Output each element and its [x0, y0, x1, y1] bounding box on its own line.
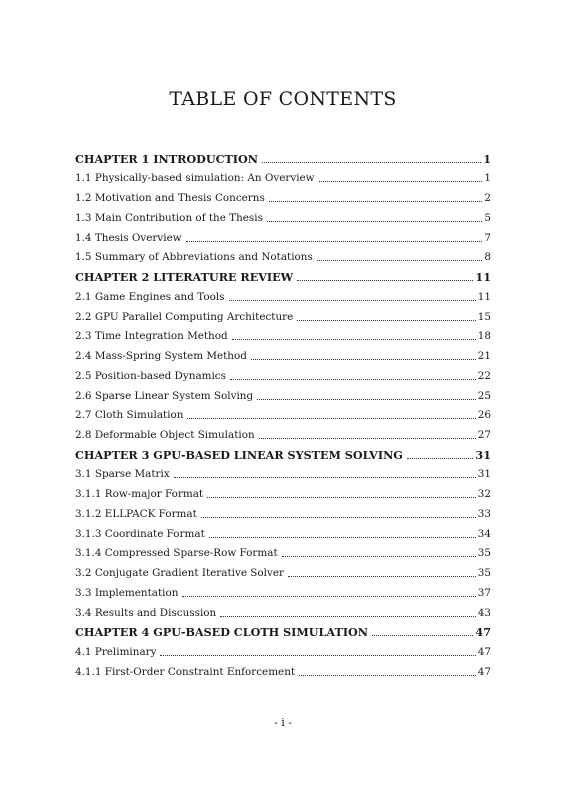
- toc-entry-label: 3.1.4 Compressed Sparse-Row Format: [75, 547, 278, 560]
- toc-entry-label: 3.1.3 Coordinate Format: [75, 527, 205, 540]
- page-title: TABLE OF CONTENTS: [169, 88, 397, 110]
- toc-entry-label: 4.1 Preliminary: [75, 646, 157, 659]
- toc-entry-label: 1.1 Physically-based simulation: An Overview: [75, 172, 315, 185]
- toc-entry-label: 3.1.2 ELLPACK Format: [75, 507, 197, 520]
- toc-entry-label: CHAPTER 2 LITERATURE REVIEW: [75, 270, 294, 285]
- toc-entry-label: 3.2 Conjugate Gradient Iterative Solver: [75, 567, 284, 580]
- toc-entry-page: 32: [477, 488, 491, 501]
- toc-entry-label: 4.1.1 First-Order Constraint Enforcement: [75, 665, 296, 678]
- toc-entry: [75, 422, 491, 442]
- toc-entry-page: 31: [475, 447, 491, 462]
- table-of-contents: [75, 146, 491, 679]
- dot-leader: [187, 417, 475, 419]
- toc-entry-page: 21: [477, 350, 491, 363]
- dot-leader: [257, 398, 476, 400]
- toc-chapter-entry: [75, 264, 491, 284]
- toc-entry-page: 33: [477, 507, 491, 520]
- toc-entry: [75, 560, 491, 580]
- dot-leader: [229, 299, 476, 301]
- toc-entry-label: 2.6 Sparse Linear System Solving: [75, 389, 254, 402]
- toc-entry-page: 7: [484, 231, 491, 244]
- dot-leader: [288, 575, 476, 577]
- toc-entry-page: 2: [484, 192, 491, 205]
- dot-leader: [174, 476, 476, 478]
- toc-entry-page: 5: [484, 211, 491, 224]
- toc-entry-page: 15: [477, 310, 491, 323]
- toc-entry: [75, 185, 491, 205]
- toc-entry-label: 1.2 Motivation and Thesis Concerns: [75, 192, 265, 205]
- toc-entry: [75, 600, 491, 620]
- toc-entry: [75, 205, 491, 225]
- toc-entry-label: 1.4 Thesis Overview: [75, 231, 182, 244]
- toc-entry-page: 37: [477, 586, 491, 599]
- toc-entry-page: 34: [477, 527, 491, 540]
- dot-leader: [182, 595, 475, 597]
- toc-entry-label: 2.5 Position-based Dynamics: [75, 369, 226, 382]
- toc-chapter-entry: [75, 146, 491, 166]
- dot-leader: [201, 516, 476, 518]
- dot-leader: [407, 457, 474, 459]
- toc-entry: [75, 225, 491, 245]
- toc-entry: [75, 580, 491, 600]
- toc-chapter-entry: [75, 442, 491, 462]
- toc-entry-label: 3.1 Sparse Matrix: [75, 468, 170, 481]
- toc-entry-label: 3.3 Implementation: [75, 586, 179, 599]
- dot-leader: [220, 615, 476, 617]
- toc-entry-label: 2.1 Game Engines and Tools: [75, 290, 225, 303]
- toc-entry-label: CHAPTER 3 GPU-BASED LINEAR SYSTEM SOLVING: [75, 447, 403, 462]
- toc-entry: [75, 324, 491, 344]
- toc-entry-label: 1.3 Main Contribution of the Thesis: [75, 211, 263, 224]
- toc-entry-label: 1.5 Summary of Abbreviations and Notations: [75, 251, 313, 264]
- toc-entry: [75, 304, 491, 324]
- toc-entry: [75, 501, 491, 521]
- toc-entry-page: 35: [477, 567, 491, 580]
- dot-leader: [230, 378, 476, 380]
- dot-leader: [297, 319, 475, 321]
- toc-entry: [75, 343, 491, 363]
- dot-leader: [186, 240, 483, 242]
- toc-chapter-entry: [75, 620, 491, 640]
- dot-leader: [319, 180, 483, 182]
- dot-leader: [259, 437, 476, 439]
- toc-entry-label: CHAPTER 1 INTRODUCTION: [75, 151, 259, 166]
- toc-entry-page: 1: [483, 151, 491, 166]
- dot-leader: [297, 279, 473, 281]
- toc-entry-label: 2.4 Mass-Spring System Method: [75, 350, 247, 363]
- toc-entry: [75, 363, 491, 383]
- toc-entry-page: 26: [477, 409, 491, 422]
- toc-entry-page: 11: [477, 290, 491, 303]
- toc-entry: [75, 462, 491, 482]
- toc-entry-page: 18: [477, 330, 491, 343]
- toc-entry-page: 8: [484, 251, 491, 264]
- toc-entry-page: 31: [477, 468, 491, 481]
- toc-entry: [75, 383, 491, 403]
- dot-leader: [317, 259, 483, 261]
- toc-entry-page: 35: [477, 547, 491, 560]
- toc-entry: [75, 521, 491, 541]
- toc-entry-page: 22: [477, 369, 491, 382]
- dot-leader: [232, 338, 476, 340]
- toc-entry: [75, 403, 491, 423]
- dot-leader: [372, 634, 473, 636]
- toc-entry-label: CHAPTER 4 GPU-BASED CLOTH SIMULATION: [75, 625, 369, 640]
- toc-entry-page: 47: [477, 646, 491, 659]
- toc-entry: [75, 639, 491, 659]
- toc-entry-page: 47: [475, 625, 491, 640]
- toc-entry-page: 27: [477, 429, 491, 442]
- toc-entry-page: 47: [477, 665, 491, 678]
- dot-leader: [262, 161, 481, 163]
- dot-leader: [282, 555, 476, 557]
- toc-entry-label: 2.3 Time Integration Method: [75, 330, 228, 343]
- toc-entry: [75, 284, 491, 304]
- toc-entry-label: 3.4 Results and Discussion: [75, 606, 217, 619]
- dot-leader: [299, 674, 476, 676]
- toc-entry-page: 43: [477, 606, 491, 619]
- dot-leader: [251, 358, 476, 360]
- dot-leader: [269, 200, 483, 202]
- toc-entry-page: 1: [484, 172, 491, 185]
- toc-entry: [75, 245, 491, 265]
- toc-entry-label: 3.1.1 Row-major Format: [75, 488, 204, 501]
- toc-entry: [75, 659, 491, 679]
- toc-entry: [75, 481, 491, 501]
- dot-leader: [209, 536, 476, 538]
- toc-entry: [75, 541, 491, 561]
- toc-entry: [75, 166, 491, 186]
- toc-entry-label: 2.7 Cloth Simulation: [75, 409, 184, 422]
- toc-entry-label: 2.2 GPU Parallel Computing Architecture: [75, 310, 294, 323]
- dot-leader: [267, 220, 482, 222]
- page-number: - i -: [274, 716, 292, 729]
- toc-entry-page: 11: [475, 270, 491, 285]
- dot-leader: [207, 496, 476, 498]
- toc-entry-page: 25: [477, 389, 491, 402]
- dot-leader: [160, 654, 475, 656]
- toc-entry-label: 2.8 Deformable Object Simulation: [75, 429, 255, 442]
